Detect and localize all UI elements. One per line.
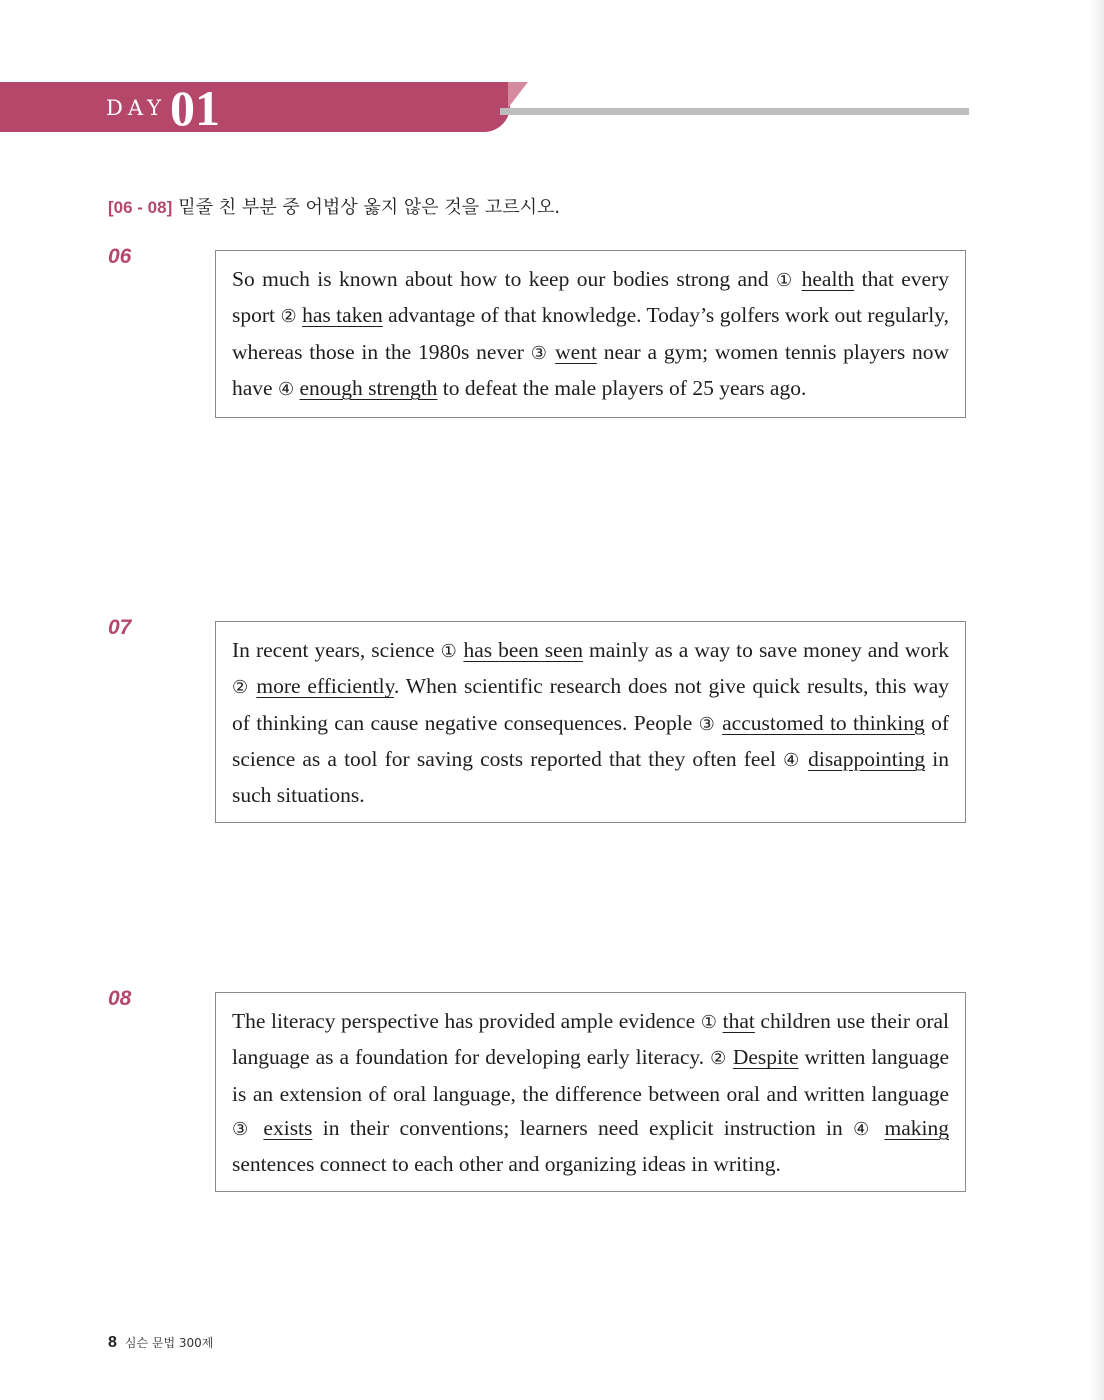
page-number: 8	[108, 1334, 117, 1351]
underlined-phrase: Despite	[732, 1045, 799, 1070]
instruction-text: 밑줄 친 부분 중 어법상 옳지 않은 것을 고르시오.	[178, 197, 561, 218]
passage-08	[232, 1004, 949, 1181]
passage-text: near a gym; women tennis players now have	[232, 339, 950, 400]
underlined-phrase: exists	[263, 1115, 313, 1140]
instruction	[108, 196, 560, 220]
passage-text: that every sport	[232, 267, 950, 328]
passage-text: The literacy perspective has provided ample evidence	[232, 1009, 701, 1033]
passage-box-08	[215, 992, 966, 1192]
question-number-08: 08	[108, 987, 132, 1010]
choice-marker: ③	[698, 713, 716, 735]
passage-text: children use their oral language as a foundation for developing early literacy.	[232, 1009, 950, 1070]
passage-text: of science as a tool for saving costs reported that they often feel	[232, 710, 949, 771]
choice-marker: ③	[530, 342, 549, 364]
choice-marker: ①	[440, 641, 458, 662]
underlined-phrase: enough strength	[299, 375, 438, 400]
choice-marker: ②	[710, 1048, 727, 1070]
day-label: DAY	[106, 96, 167, 120]
passage-box-07	[215, 621, 966, 823]
underlined-phrase: making	[884, 1115, 950, 1140]
passage-text: in their conventions; learners need explicit instruction in	[312, 1115, 854, 1140]
passage-text: to defeat the male players of 25 years ago.	[437, 375, 807, 400]
passage-text: So much is known about how to keep our bodies strong and	[232, 267, 777, 291]
underlined-phrase: disappointing	[808, 746, 926, 771]
choice-marker: ③	[232, 1118, 254, 1140]
passage-text: In recent years, science	[232, 638, 441, 662]
choice-marker: ①	[700, 1012, 718, 1033]
choice-marker: ②	[280, 306, 297, 328]
underlined-phrase: went	[555, 339, 597, 364]
question-number-07: 07	[108, 616, 132, 639]
passage-text: mainly as a way to save money and work	[582, 638, 950, 662]
page-edge-shadow	[1090, 0, 1104, 1400]
book-title: 심슨 문법 300제	[124, 1336, 214, 1350]
question-number-06: 06	[108, 245, 132, 268]
day-header-rule	[500, 108, 969, 115]
question-range: [06 - 08]	[108, 198, 173, 217]
choice-marker: ④	[853, 1118, 875, 1140]
underlined-phrase: more efficiently	[256, 674, 394, 699]
day-banner-notch	[508, 82, 528, 108]
underlined-phrase: health	[801, 267, 855, 291]
passage-text: in such situations.	[232, 746, 949, 808]
passage-06	[232, 262, 949, 407]
page-footer	[108, 1332, 213, 1353]
passage-box-06	[215, 250, 966, 418]
day-banner	[0, 82, 510, 132]
choice-marker: ④	[277, 378, 295, 400]
choice-marker: ②	[232, 677, 250, 699]
passage-07	[232, 633, 949, 812]
passage-text	[794, 267, 801, 291]
passage-text: advantage of that knowledge. Today’s golfers work out regularly, whereas those in the 1980s never	[232, 303, 949, 364]
passage-text	[874, 1116, 884, 1140]
underlined-phrase: that	[722, 1009, 755, 1033]
passage-text: . When scientific research does not give quick results, this way of thinking can cause negative consequences. People	[232, 674, 950, 735]
underlined-phrase: has been seen	[463, 638, 583, 662]
passage-text: written language is an extension of oral language, the difference between oral and written language	[232, 1045, 949, 1106]
underlined-phrase: accustomed to thinking	[722, 710, 925, 735]
passage-text: sentences connect to each other and organizing ideas in writing.	[232, 1152, 781, 1177]
underlined-phrase: has taken	[302, 303, 383, 328]
passage-text	[253, 1116, 263, 1140]
day-number: 01	[170, 80, 220, 136]
choice-marker: ④	[783, 749, 801, 771]
choice-marker: ①	[776, 270, 795, 291]
